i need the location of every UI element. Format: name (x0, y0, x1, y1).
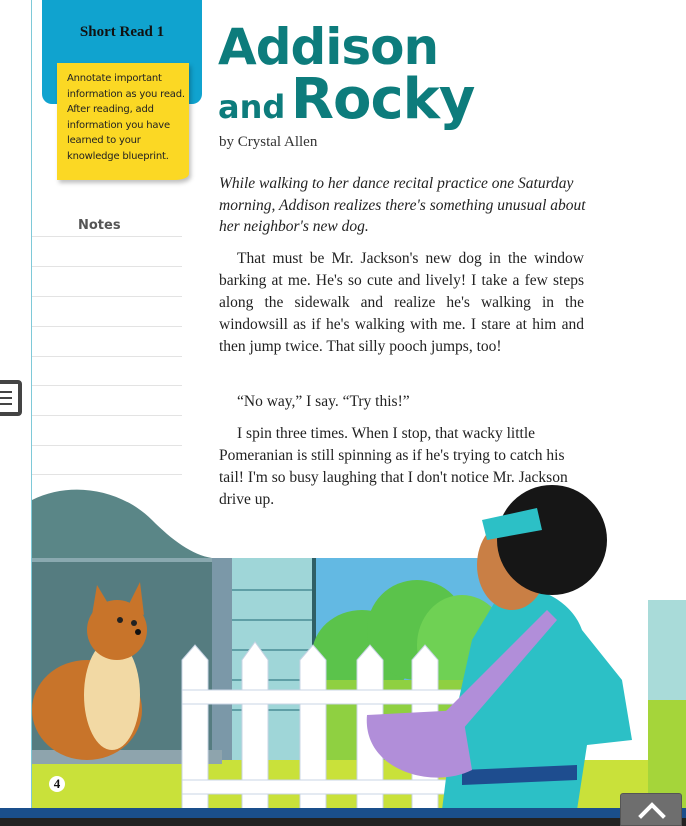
paragraph-1: That must be Mr. Jackson's new dog in the window barking at me. He's so cute and lively! I take a few steps along the sidewalk and realize he's walking in the windowsill as if he's walking with me. I stare at him and then jump twice. That silly pooch jumps, too! (219, 250, 584, 355)
chevron-up-icon (638, 800, 666, 820)
title-and: and (218, 88, 286, 126)
note-line (32, 266, 182, 267)
note-line (32, 296, 182, 297)
bottom-dark-strip (0, 818, 686, 826)
note-line (32, 415, 182, 416)
note-line (32, 326, 182, 327)
paragraph-2: “No way,” I say. “Try this!” (237, 393, 410, 410)
sticky-note-text: Annotate important information as you read. After reading, add information you have learned to your knowledge blueprint. (67, 73, 185, 162)
note-line (32, 236, 182, 237)
note-line (32, 356, 182, 357)
intro-text: While walking to her dance recital practice one Saturday morning, Addison realizes there's something unusual about her neighbor's new dog. (219, 175, 586, 235)
note-line (32, 385, 182, 386)
scroll-up-button[interactable] (620, 793, 682, 826)
title-rocky: Rocky (290, 67, 475, 132)
story-illustration (32, 480, 686, 810)
page-number: 4 (49, 776, 65, 792)
notes-label: Notes (78, 218, 121, 233)
bottom-bar (0, 808, 686, 818)
article-title (218, 18, 475, 132)
short-read-title: Short Read 1 (79, 24, 165, 40)
title-line-1: Addison (218, 18, 439, 76)
note-line (32, 474, 182, 475)
hamburger-list-icon[interactable] (0, 380, 22, 416)
title-line-2 (218, 67, 475, 132)
sticky-note (57, 63, 189, 180)
note-line (32, 445, 182, 446)
byline: by Crystal Allen (219, 134, 318, 150)
paragraph-3-text: I spin three times. When I stop, that wacky little Pomeranian is still spinning as if he's trying to catch his tail! I'm so busy laughing that I don't notice Mr. Jackson drive up. (219, 425, 568, 508)
